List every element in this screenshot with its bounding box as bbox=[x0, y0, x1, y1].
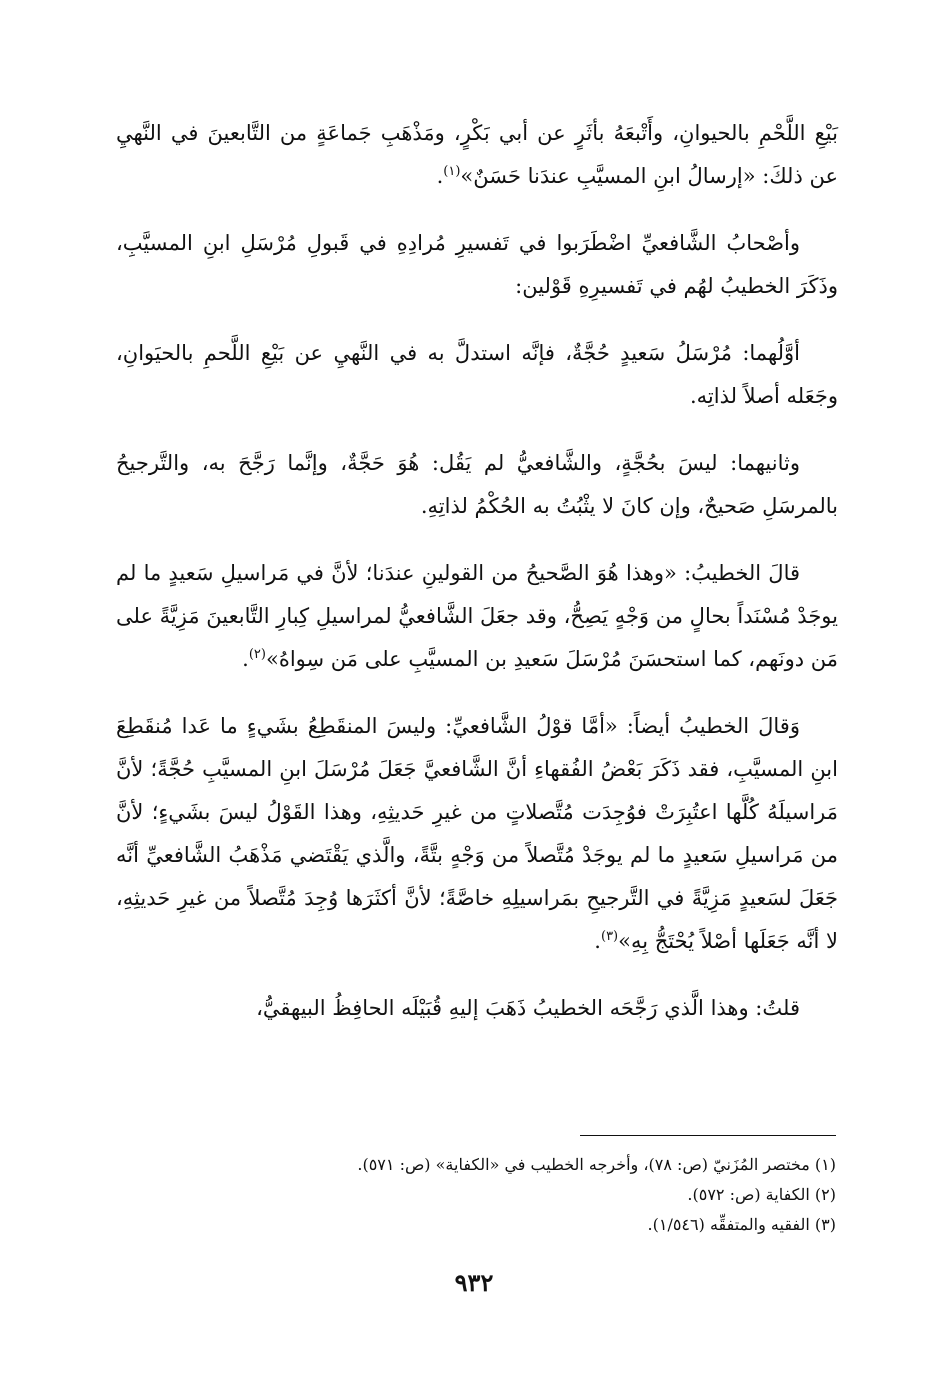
paragraph-text: وَقالَ الخطيبُ أيضاً: «أمَّا قوْلُ الشَّافعيِّ: وليسَ المنقَطِعُ بشَيءٍ ما عَدا مُنقَطِعَ ابنِ المسيَّبِ، فقد ذَكَرَ بَعْضُ الفُقهاءِ أنَّ الشَّافعيَّ جَعَلَ مُرْسَلَ ابنِ المسيَّبِ حُجَّةً؛ لأنَّ مَراسيلَهُ كُلَّها اعتُبِرَتْ فوُجِدَت مُتَّصلاتٍ من غيرِ حَديثِهِ، وهذا القَوْلُ ليسَ بشَيءٍ؛ لأنَّ من مَراسيلِ سَعيدٍ ما لم يوجَدْ مُتَّصلاً من وَجْهٍ بتَّةً، والَّذي يَقْتَضي مَذْهَبُ الشَّافعيِّ أنَّه جَعَلَ لسَعيدٍ مَزِيَّةً في التَّرجيحِ بمَراسيلِهِ خاصَّةً؛ لأنَّ أكثَرَها وُجِدَ مُتَّصلاً من غيرِ حَديثِهِ، لا أنَّه جَعَلَها أصْلاً يُحْتَجُّ بِهِ» bbox=[116, 714, 838, 953]
footnote-reference: (٢) bbox=[248, 647, 266, 662]
paragraph-end: . bbox=[594, 929, 601, 953]
paragraph-text: أوَّلُهما: مُرْسَلُ سَعيدٍ حُجَّةٌ، فإنَّه استدلَّ به في النَّهيِ عن بَيْعِ اللَّحمِ بالحيَوانِ، وجَعَله أصلاً لذاتِه. bbox=[116, 341, 838, 408]
paragraph bbox=[116, 222, 838, 308]
paragraph bbox=[116, 332, 838, 418]
paragraph bbox=[116, 112, 838, 198]
paragraph bbox=[116, 552, 838, 681]
footnote: (٢) الكفاية (ص: ٥٧٢). bbox=[687, 1185, 836, 1204]
main-text bbox=[116, 112, 838, 1054]
paragraph-text: قلتُ: وهذا الَّذي رَجَّحَه الخطيبُ ذَهَبَ إليهِ قُبَيْلَه الحافِظُ البيهقيُّ، bbox=[256, 996, 800, 1020]
paragraph bbox=[116, 705, 838, 963]
footnote: (١) مختصر المُزَنيّ (ص: ٧٨)، وأخرجه الخطيب في «الكفاية» (ص: ٥٧١). bbox=[357, 1155, 836, 1174]
footnote-reference: (٣) bbox=[600, 929, 619, 944]
paragraph-text: قالَ الخطيبُ: «وهذا هُوَ الصَّحيحُ من القولينِ عندَنا؛ لأنَّ في مَراسيلِ سَعيدٍ ما لم يوجَدْ مُسْنَداً بحالٍ من وَجْهٍ يَصِحُّ، وقد جعَلَ الشَّافعيُّ لمراسيلِ كِبارِ التَّابعينَ مَزِيَّةً على مَن دونَهم، كما استحسَنَ مُرْسَلَ سَعيدِ بن المسيَّبِ على مَن سِواهُ» bbox=[116, 561, 838, 671]
footnote: (٣) الفقيه والمتفقِّه (١/٥٤٦). bbox=[647, 1215, 836, 1234]
paragraph-end: . bbox=[436, 164, 444, 188]
page-number: ٩٣٢ bbox=[454, 1268, 494, 1297]
paragraph bbox=[116, 442, 838, 528]
footnote-separator bbox=[580, 1135, 836, 1136]
paragraph-text: وأصْحابُ الشَّافعيِّ اضْطَرَبوا في تَفسيرِ مُرادِهِ في قَبولِ مُرْسَلِ ابنِ المسيَّبِ، وذَكَرَ الخطيبُ لهُم في تَفسيرِهِ قَوْلين: bbox=[116, 231, 838, 298]
paragraph-text: وثانيهما: ليسَ بحُجَّةٍ، والشَّافعيُّ لم يَقُل: هُوَ حَجَّةٌ، وإنَّما رَجَّحَ به، والتَّرجيحُ بالمرسَلِ صَحيحٌ، وإن كانَ لا يثْبُتُ به الحُكْمُ لذاتِهِ. bbox=[116, 451, 838, 518]
paragraph-text: بَيْعِ اللَّحْمِ بالحيوانِ، وأَتْبعَهُ بأثَرٍ عن أبي بَكْرٍ، ومَذْهَبِ جَماعَةٍ من التَّابعينَ في النَّهيِ عن ذلكَ: «إرسالُ ابنِ المسيَّبِ عندَنا حَسَنٌ» bbox=[116, 121, 838, 188]
paragraph-end: . bbox=[242, 647, 249, 671]
footnotes bbox=[116, 1150, 836, 1240]
footnote-reference: (١) bbox=[443, 164, 461, 179]
paragraph bbox=[116, 987, 838, 1030]
